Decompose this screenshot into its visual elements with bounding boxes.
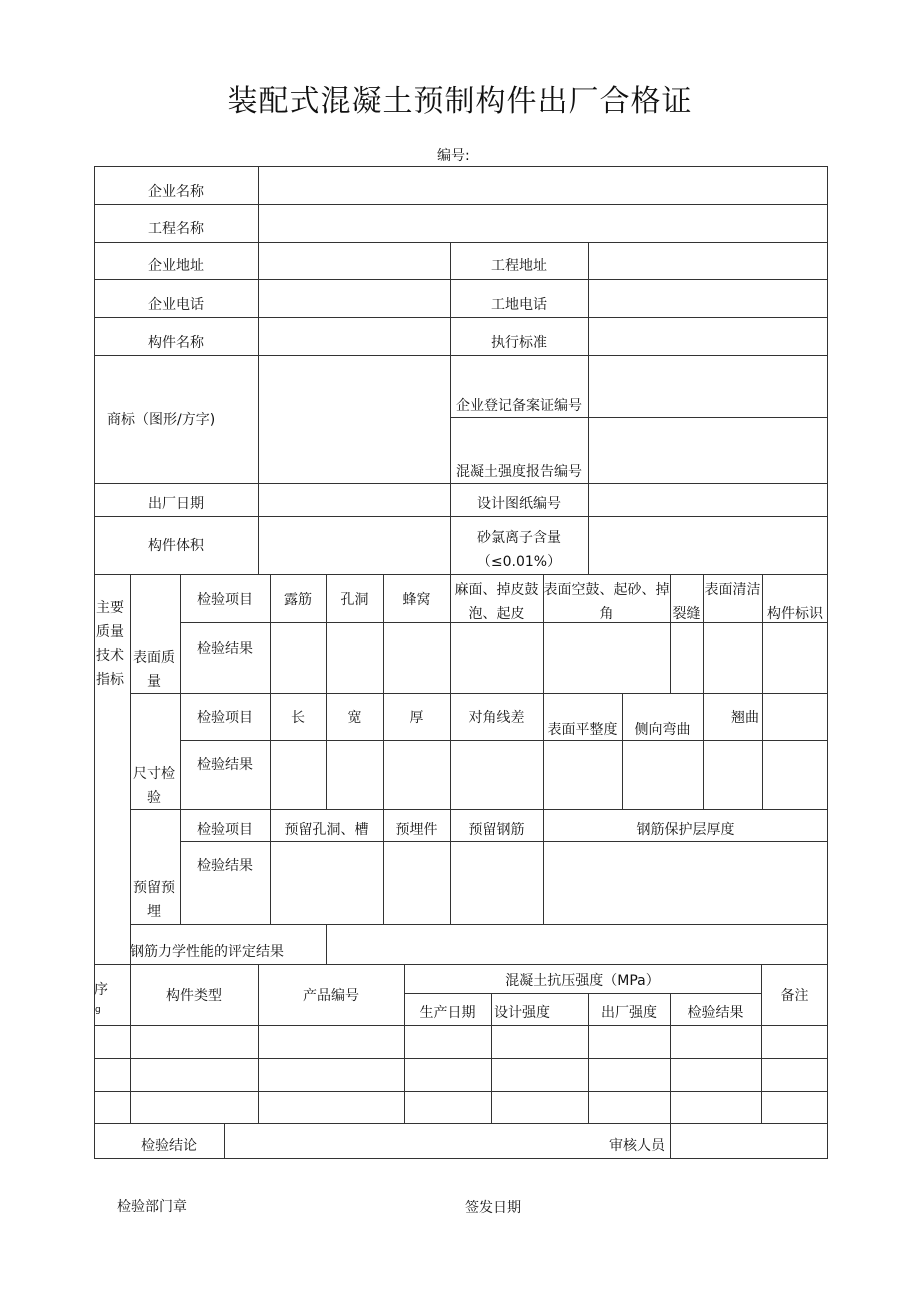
embedded-item-3: 预留钢筋 <box>468 822 525 838</box>
surface-item-6: 裂缝 <box>672 606 701 622</box>
number-label: 编号: <box>437 148 470 164</box>
dimension-inspect-result: 检验结果 <box>197 757 253 773</box>
main-quality-label: 主要质量技术指标 <box>96 600 124 688</box>
dimension-item-7: 翘曲 <box>731 710 759 726</box>
dimension-item-3: 厚 <box>409 710 424 726</box>
embedded-item-1: 预留孔洞、槽 <box>284 822 369 838</box>
standard-label: 执行标准 <box>491 335 547 351</box>
embedded-inspect-item: 检验项目 <box>197 822 253 838</box>
dept-seal-label: 检验部门章 <box>117 1199 187 1215</box>
company-name-label: 企业名称 <box>148 184 204 200</box>
release-date-label: 出厂日期 <box>148 496 204 512</box>
component-name-label: 构件名称 <box>148 335 204 351</box>
embedded-item-4: 钢筋保护层厚度 <box>636 822 735 838</box>
site-phone-label: 工地电话 <box>491 297 547 313</box>
embedded-item-2: 预埋件 <box>395 822 438 838</box>
col-strength-group: 混凝土抗压强度（MPa） <box>505 973 660 989</box>
surface-inspect-item: 检验项目 <box>197 592 253 608</box>
surface-quality-label: 表面质量 <box>133 650 175 690</box>
registration-no-label: 企业登记备案证编号 <box>456 398 582 414</box>
embedded-inspect-result: 检验结果 <box>197 858 253 874</box>
dimension-label: 尺寸检验 <box>133 766 175 806</box>
col-release: 出厂强度 <box>601 1005 657 1021</box>
project-name-label: 工程名称 <box>148 221 204 237</box>
surface-item-3: 蜂窝 <box>402 592 431 608</box>
surface-item-8: 构件标识 <box>767 606 823 622</box>
col-product-no: 产品编号 <box>303 988 359 1004</box>
volume-label: 构件体积 <box>148 538 204 554</box>
certificate-form <box>94 166 828 1159</box>
drawing-no-label: 设计图纸编号 <box>477 496 561 512</box>
col-result: 检验结果 <box>687 1005 744 1021</box>
col-design: 设计强度 <box>494 1005 550 1021</box>
col-remark: 备注 <box>780 988 809 1004</box>
issue-date-label: 签发日期 <box>465 1200 521 1216</box>
strength-report-no-label: 混凝土强度报告编号 <box>456 464 582 480</box>
embedded-label: 预留预埋 <box>133 880 175 920</box>
conclusion-label: 检验结论 <box>141 1138 197 1154</box>
site-address-label: 工程地址 <box>491 258 547 274</box>
dimension-item-5: 表面平整度 <box>547 722 618 738</box>
col-seq-small: g <box>95 1005 101 1015</box>
dimension-item-2: 宽 <box>347 710 362 726</box>
reviewer-label: 审核人员 <box>609 1138 665 1154</box>
dimension-item-6: 侧向弯曲 <box>634 722 691 738</box>
col-seq: 序 <box>94 982 108 998</box>
surface-item-2: 孔洞 <box>340 592 369 608</box>
surface-item-1: 露筋 <box>284 592 312 608</box>
col-type: 构件类型 <box>166 988 222 1004</box>
col-prod-date: 生产日期 <box>419 1005 476 1021</box>
surface-inspect-result: 检验结果 <box>197 641 253 657</box>
dimension-item-1: 长 <box>291 710 305 726</box>
company-address-label: 企业地址 <box>148 258 204 274</box>
page-title: 装配式混凝土预制构件出厂合格证 <box>227 84 693 119</box>
surface-item-5: 表面空鼓、起砂、掉角 <box>543 582 670 622</box>
rebar-eval-label: 钢筋力学性能的评定结果 <box>130 944 284 960</box>
chloride-label: 砂氯离子含量（≤0.01%） <box>476 530 562 570</box>
surface-item-7: 表面清洁 <box>704 582 761 598</box>
company-phone-label: 企业电话 <box>148 297 204 313</box>
trademark-label: 商标（图形/方字) <box>107 412 216 428</box>
surface-item-4: 麻面、掉皮鼓泡、起皮 <box>454 582 539 622</box>
dimension-item-4: 对角线差 <box>468 710 525 726</box>
dimension-inspect-item: 检验项目 <box>197 710 253 726</box>
